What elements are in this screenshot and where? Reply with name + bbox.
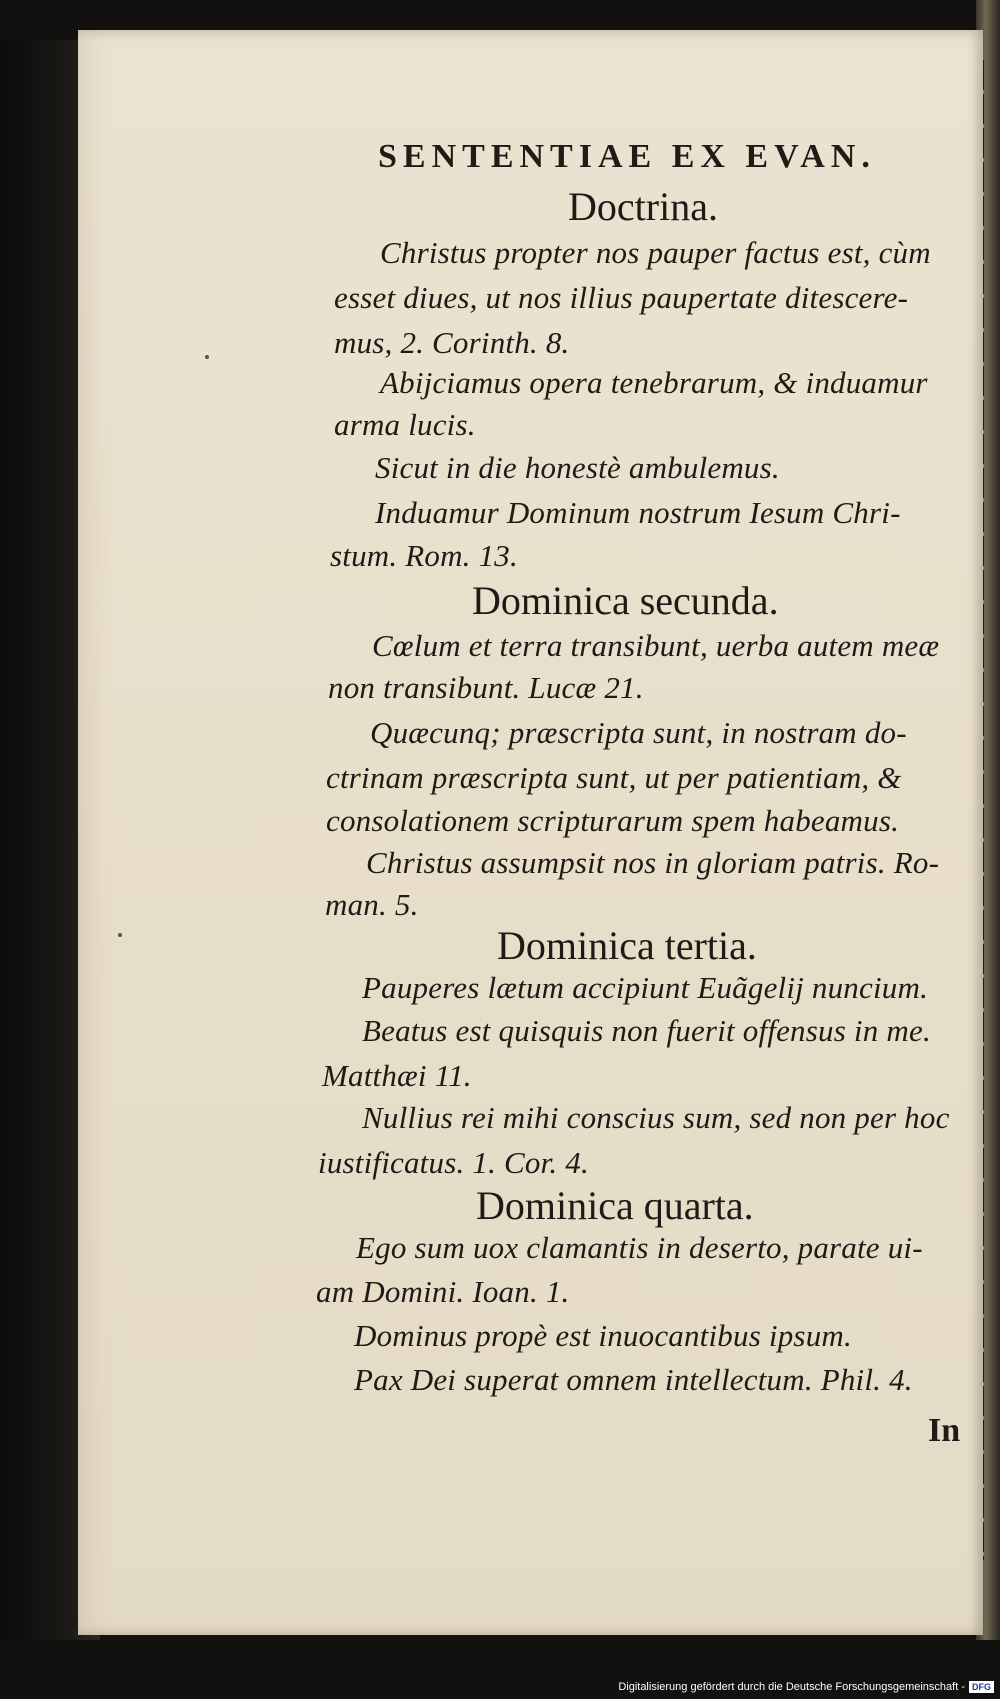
text-line: stum. Rom. 13. xyxy=(330,538,518,573)
text-line: am Domini. Ioan. 1. xyxy=(316,1274,570,1309)
section-heading: Dominica secunda. xyxy=(472,578,779,623)
text-line: Dominus propè est inuocantibus ipsum. xyxy=(354,1318,852,1353)
text-line: Christus assumpsit nos in gloriam patris. Ro- xyxy=(366,845,940,880)
text-line: arma lucis. xyxy=(334,407,476,442)
text-line: non transibunt. Lucæ 21. xyxy=(328,670,644,705)
text-line: Abijciamus opera tenebrarum, & induamur xyxy=(380,365,928,400)
paper-speck xyxy=(118,933,122,937)
digitization-credit xyxy=(618,1681,994,1693)
text-line: iustificatus. 1. Cor. 4. xyxy=(318,1145,589,1180)
section-heading: Dominica quarta. xyxy=(476,1183,754,1228)
text-line: ctrinam præscripta sunt, ut per patientiam, & xyxy=(326,760,902,795)
text-line: Nullius rei mihi conscius sum, sed non per hoc xyxy=(362,1100,950,1135)
catchword: In xyxy=(928,1412,961,1449)
text-line: Cœlum et terra transibunt, uerba autem meæ xyxy=(372,628,940,663)
text-line: Christus propter nos pauper factus est, cùm xyxy=(380,235,931,270)
text-line: Induamur Dominum nostrum Iesum Chri- xyxy=(375,495,901,530)
running-head: SENTENTIAE EX EVAN. xyxy=(378,138,876,175)
section-heading: Doctrina. xyxy=(568,184,718,229)
text-line: Pax Dei superat omnem intellectum. Phil. 4. xyxy=(354,1362,913,1397)
text-line: esset diues, ut nos illius paupertate ditescere- xyxy=(334,280,909,315)
text-line: man. 5. xyxy=(325,887,419,922)
section-heading: Dominica tertia. xyxy=(497,923,757,968)
paper-speck xyxy=(205,355,209,359)
text-line: Quæcunq; præscripta sunt, in nostram do- xyxy=(370,715,907,750)
dfg-logo: DFG xyxy=(969,1681,994,1693)
text-line: Matthæi 11. xyxy=(322,1058,472,1093)
text-line: consolationem scripturarum spem habeamus. xyxy=(326,803,900,838)
text-line: mus, 2. Corinth. 8. xyxy=(334,325,570,360)
text-line: Beatus est quisquis non fuerit offensus in me. xyxy=(362,1013,931,1048)
text-line: Ego sum uox clamantis in deserto, parate ui- xyxy=(356,1230,923,1265)
credit-text: Digitalisierung gefördert durch die Deutsche Forschungsgemeinschaft - xyxy=(618,1680,965,1693)
text-line: Sicut in die honestè ambulemus. xyxy=(375,450,780,485)
text-line: Pauperes lætum accipiunt Euãgelij nuncium. xyxy=(362,970,929,1005)
